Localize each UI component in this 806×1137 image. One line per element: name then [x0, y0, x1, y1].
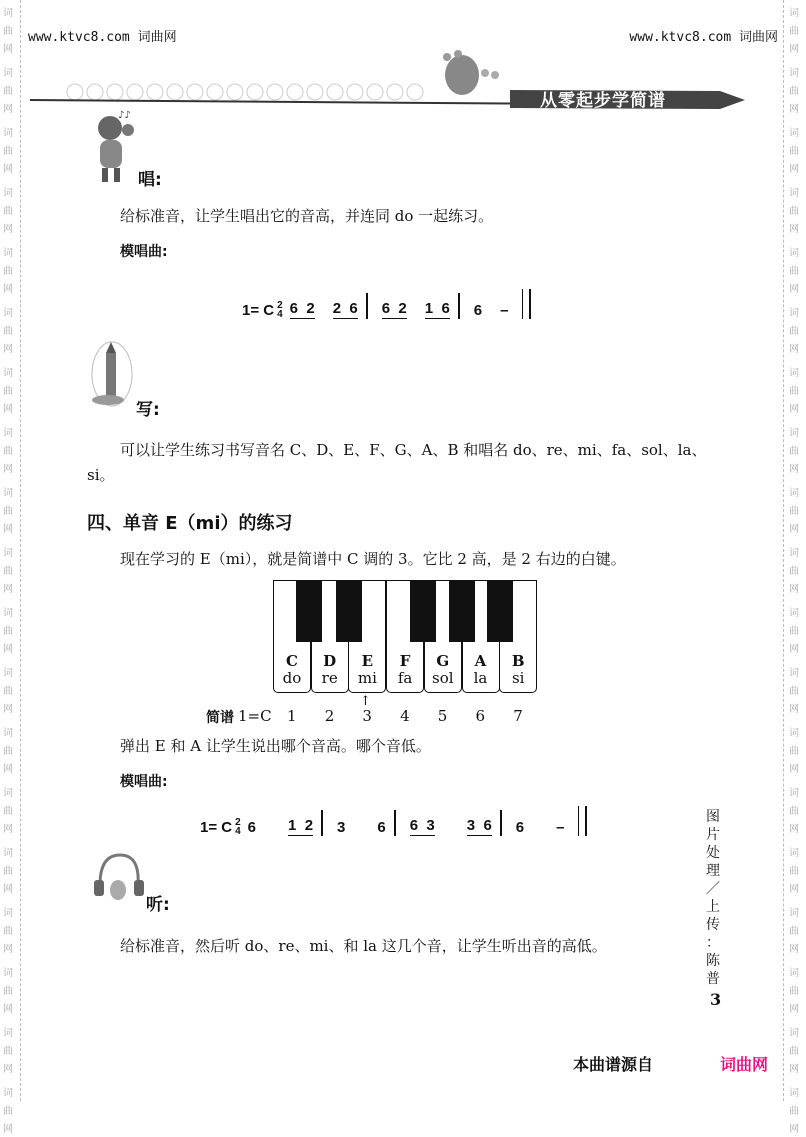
watermark-char: 词 [789, 1028, 799, 1039]
watermark-char: 网 [3, 44, 13, 55]
jianpu-number: 4 [400, 707, 410, 725]
watermark-char: 词 [789, 248, 799, 259]
watermark-char: 网 [789, 344, 799, 355]
watermark-char: 词 [789, 1088, 799, 1099]
watermark-char: 曲 [3, 206, 13, 217]
key-solfege: la [473, 669, 488, 687]
key-letter: D [323, 652, 337, 670]
watermark-char: 词 [789, 728, 799, 739]
watermark-char: 网 [3, 944, 13, 955]
sing-instruction: 给标准音，让学生唱出它的音高，并连同 do 一起练习。 [120, 207, 494, 225]
watermark-char: 网 [789, 224, 799, 235]
watermark-char: 网 [3, 524, 13, 535]
watermark-char: 网 [789, 1124, 799, 1135]
key-solfege: fa [397, 669, 413, 687]
left-margin-line [20, 0, 21, 1101]
watermark-char: 曲 [789, 206, 799, 217]
jianpu-number: 6 [475, 707, 486, 725]
note-group: 3 [337, 819, 346, 836]
piano-black-key [336, 580, 362, 642]
watermark-char: 网 [789, 524, 799, 535]
watermark-char: 词 [3, 968, 13, 979]
watermark-char: 曲 [789, 506, 799, 517]
sing-label: 唱: [138, 170, 162, 190]
note-group: – [500, 302, 509, 319]
watermark-char: 网 [789, 884, 799, 895]
key-solfege: mi [357, 669, 377, 687]
watermark-char: 词 [3, 8, 13, 19]
watermark-char: 曲 [789, 1106, 799, 1117]
watermark-char: 网 [789, 764, 799, 775]
watermark-char: 词 [3, 488, 13, 499]
watermark-char: 词 [789, 788, 799, 799]
jianpu-label: 简谱 [206, 710, 234, 726]
watermark-char: 曲 [3, 1106, 13, 1117]
key-letter: E [361, 652, 374, 670]
watermark-char: 词 [3, 128, 13, 139]
watermark-char: 曲 [3, 686, 13, 697]
key-letter: G [436, 652, 450, 670]
watermark-char: 词 [3, 548, 13, 559]
write-label: 写: [136, 400, 160, 420]
watermark-char: 网 [3, 464, 13, 475]
final-barline [578, 806, 587, 836]
watermark-char: 网 [3, 164, 13, 175]
key-signature [242, 301, 286, 319]
watermark-char: 词 [3, 368, 13, 379]
header-url-right[interactable]: www.ktvc8.com 词曲网 [629, 30, 778, 45]
watermark-char: 曲 [789, 746, 799, 757]
note-group: 6 [473, 302, 483, 319]
note-group: 3 6 [466, 817, 492, 834]
watermark-char: 曲 [789, 26, 799, 37]
footer-source-label: 本曲谱源自 [573, 1055, 654, 1074]
watermark-char: 网 [789, 284, 799, 295]
watermark-char: 网 [3, 584, 13, 595]
banner-title: 从零起步学简谱 [540, 91, 666, 111]
watermark-char: 网 [789, 44, 799, 55]
write-instruction-line1: 可以让学生练习书写音名 C、D、E、F、G、A、B 和唱名 do、re、mi、fa、sol、la、 [120, 441, 707, 459]
jianpu-number: 7 [513, 707, 523, 725]
watermark-char: 曲 [3, 506, 13, 517]
note-group: 6 3 [409, 817, 435, 834]
watermark-char: 网 [3, 1124, 13, 1135]
sing-exercise-label: 模唱曲: [120, 244, 168, 260]
key-label: 1= C [200, 818, 233, 836]
watermark-char: 网 [3, 104, 13, 115]
watermark-char: 网 [3, 824, 13, 835]
watermark-char: 词 [3, 68, 13, 79]
note-group: 6 [515, 819, 525, 836]
watermark-char: 曲 [789, 566, 799, 577]
watermark-char: 词 [3, 788, 13, 799]
right-margin-line [783, 0, 784, 1101]
watermark-char: 曲 [3, 566, 13, 577]
key-letter: C [286, 652, 298, 670]
watermark-char: 网 [789, 464, 799, 475]
key-solfege: re [321, 669, 338, 687]
note-group: 6 [377, 819, 386, 836]
exercise-label-2: 模唱曲: [120, 774, 168, 790]
page-number: 3 [710, 990, 722, 1009]
barline [458, 293, 460, 319]
barline [394, 810, 396, 836]
mi-notation [200, 808, 587, 836]
watermark-char: 词 [789, 848, 799, 859]
watermark-char: 词 [3, 608, 13, 619]
watermark-char: 曲 [789, 986, 799, 997]
jianpu-number: 2 [324, 707, 335, 725]
watermark-char: 网 [3, 1064, 13, 1075]
watermark-char: 网 [3, 404, 13, 415]
watermark-char: 曲 [3, 86, 13, 97]
watermark-char: 网 [789, 1004, 799, 1015]
note-group: 1 6 [424, 300, 450, 317]
arrow-icon: ↑ [360, 694, 371, 709]
jianpu-number: 3 [362, 707, 372, 725]
listen-instruction: 给标准音，然后听 do、re、mi、和 la 这几个音，让学生听出音的高低。 [120, 937, 607, 955]
watermark-char: 网 [789, 824, 799, 835]
watermark-char: 词 [789, 908, 799, 919]
watermark-char: 网 [3, 344, 13, 355]
barline [366, 293, 368, 319]
watermark-char: 词 [789, 68, 799, 79]
key-solfege: si [511, 669, 525, 687]
note-group: 1 2 [288, 817, 314, 834]
barline [321, 810, 323, 836]
watermark-char: 词 [789, 428, 799, 439]
final-barline [522, 289, 531, 319]
watermark-char: 网 [3, 764, 13, 775]
watermark-char: 词 [789, 128, 799, 139]
time-bottom: 4 [277, 309, 283, 320]
footer-site-link[interactable]: 词曲网 [720, 1055, 769, 1074]
watermark-char: 网 [3, 1004, 13, 1015]
key-label: 1= C [242, 301, 275, 319]
watermark-char: 词 [3, 308, 13, 319]
key-solfege: do [282, 669, 302, 687]
watermark-char: 曲 [789, 626, 799, 637]
watermark-char: 曲 [3, 266, 13, 277]
watermark-char: 网 [3, 884, 13, 895]
note-group: 6 2 [381, 300, 407, 317]
key-solfege: sol [432, 669, 454, 687]
watermark-char: 曲 [3, 146, 13, 157]
watermark-char: 网 [789, 104, 799, 115]
watermark-char: 词 [3, 908, 13, 919]
time-bottom: 4 [235, 826, 241, 837]
watermark-char: 词 [789, 368, 799, 379]
barline [500, 810, 502, 836]
watermark-char: 词 [789, 488, 799, 499]
watermark-char: 网 [3, 644, 13, 655]
note-group: 6 2 [289, 300, 315, 317]
svg-text:♪♪: ♪♪ [118, 110, 131, 121]
listen-label: 听: [146, 895, 170, 915]
watermark-char: 曲 [789, 926, 799, 937]
singer-illustration-icon [88, 110, 138, 185]
watermark-char: 曲 [789, 446, 799, 457]
sing-notation [242, 291, 531, 319]
note-group: 2 6 [332, 300, 358, 317]
piano-keyboard-diagram [273, 580, 537, 693]
watermark-char: 曲 [789, 686, 799, 697]
watermark-char: 网 [3, 224, 13, 235]
headphones-illustration-icon [88, 850, 148, 905]
watermark-char: 曲 [789, 386, 799, 397]
watermark-char: 词 [789, 668, 799, 679]
watermark-char: 曲 [789, 86, 799, 97]
jianpu-key: 1=C [238, 707, 272, 725]
watermark-char: 曲 [789, 1046, 799, 1057]
watermark-char: 词 [3, 668, 13, 679]
watermark-char: 曲 [3, 866, 13, 877]
section-intro: 现在学习的 E（mi），就是简谱中 C 调的 3。它比 2 高，是 2 右边的白键。 [120, 550, 626, 568]
watermark-char: 词 [789, 968, 799, 979]
watermark-char: 曲 [3, 1046, 13, 1057]
note-group: 6 [247, 819, 257, 836]
watermark-char: 曲 [3, 746, 13, 757]
watermark-char: 词 [3, 428, 13, 439]
piano-black-key [487, 580, 513, 642]
note-group: – [556, 819, 565, 836]
time-signature [277, 301, 283, 319]
watermark-char: 词 [789, 188, 799, 199]
side-credit-note: 图 片 处 理 ／ 上 传 ： 陈 普 [706, 809, 720, 987]
piano-black-key [449, 580, 475, 642]
watermark-char: 词 [3, 728, 13, 739]
watermark-char: 词 [3, 188, 13, 199]
pen-illustration-icon [88, 338, 136, 408]
jianpu-number: 1 [287, 707, 297, 725]
watermark-char: 词 [789, 608, 799, 619]
watermark-char: 网 [789, 164, 799, 175]
section-heading: 四、单音 E（mi）的练习 [87, 513, 293, 534]
watermark-char: 网 [3, 704, 13, 715]
time-top: 2 [235, 817, 241, 828]
key-letter: A [474, 652, 487, 670]
watermark-char: 词 [3, 248, 13, 259]
watermark-char: 曲 [3, 986, 13, 997]
watermark-char: 曲 [3, 326, 13, 337]
write-instruction-line2: si。 [87, 466, 115, 484]
watermark-char: 曲 [3, 446, 13, 457]
play-instruction: 弹出 E 和 A 让学生说出哪个音高。哪个音低。 [120, 737, 431, 755]
watermark-char: 曲 [789, 146, 799, 157]
watermark-char: 网 [789, 404, 799, 415]
watermark-char: 曲 [789, 866, 799, 877]
watermark-char: 词 [3, 1088, 13, 1099]
watermark-char: 曲 [3, 386, 13, 397]
watermark-char: 词 [3, 848, 13, 859]
time-signature [235, 818, 241, 836]
watermark-char: 曲 [789, 266, 799, 277]
header-url-left[interactable]: www.ktvc8.com 词曲网 [28, 30, 177, 45]
key-letter: B [511, 652, 525, 670]
key-signature [200, 818, 244, 836]
watermark-char: 词 [789, 548, 799, 559]
watermark-char: 曲 [3, 806, 13, 817]
watermark-char: 曲 [789, 806, 799, 817]
watermark-char: 网 [789, 944, 799, 955]
key-letter: F [399, 652, 411, 670]
watermark-char: 网 [789, 1064, 799, 1075]
watermark-char: 词 [3, 1028, 13, 1039]
time-top: 2 [277, 300, 283, 311]
watermark-char: 曲 [3, 626, 13, 637]
watermark-char: 词 [789, 8, 799, 19]
piano-black-key [296, 580, 322, 642]
jianpu-number: 5 [437, 707, 448, 725]
watermark-char: 网 [789, 704, 799, 715]
watermark-char: 网 [789, 584, 799, 595]
watermark-char: 曲 [3, 26, 13, 37]
watermark-char: 曲 [3, 926, 13, 937]
watermark-char: 网 [789, 644, 799, 655]
watermark-char: 网 [3, 284, 13, 295]
piano-black-key [410, 580, 436, 642]
watermark-char: 曲 [789, 326, 799, 337]
watermark-char: 词 [789, 308, 799, 319]
